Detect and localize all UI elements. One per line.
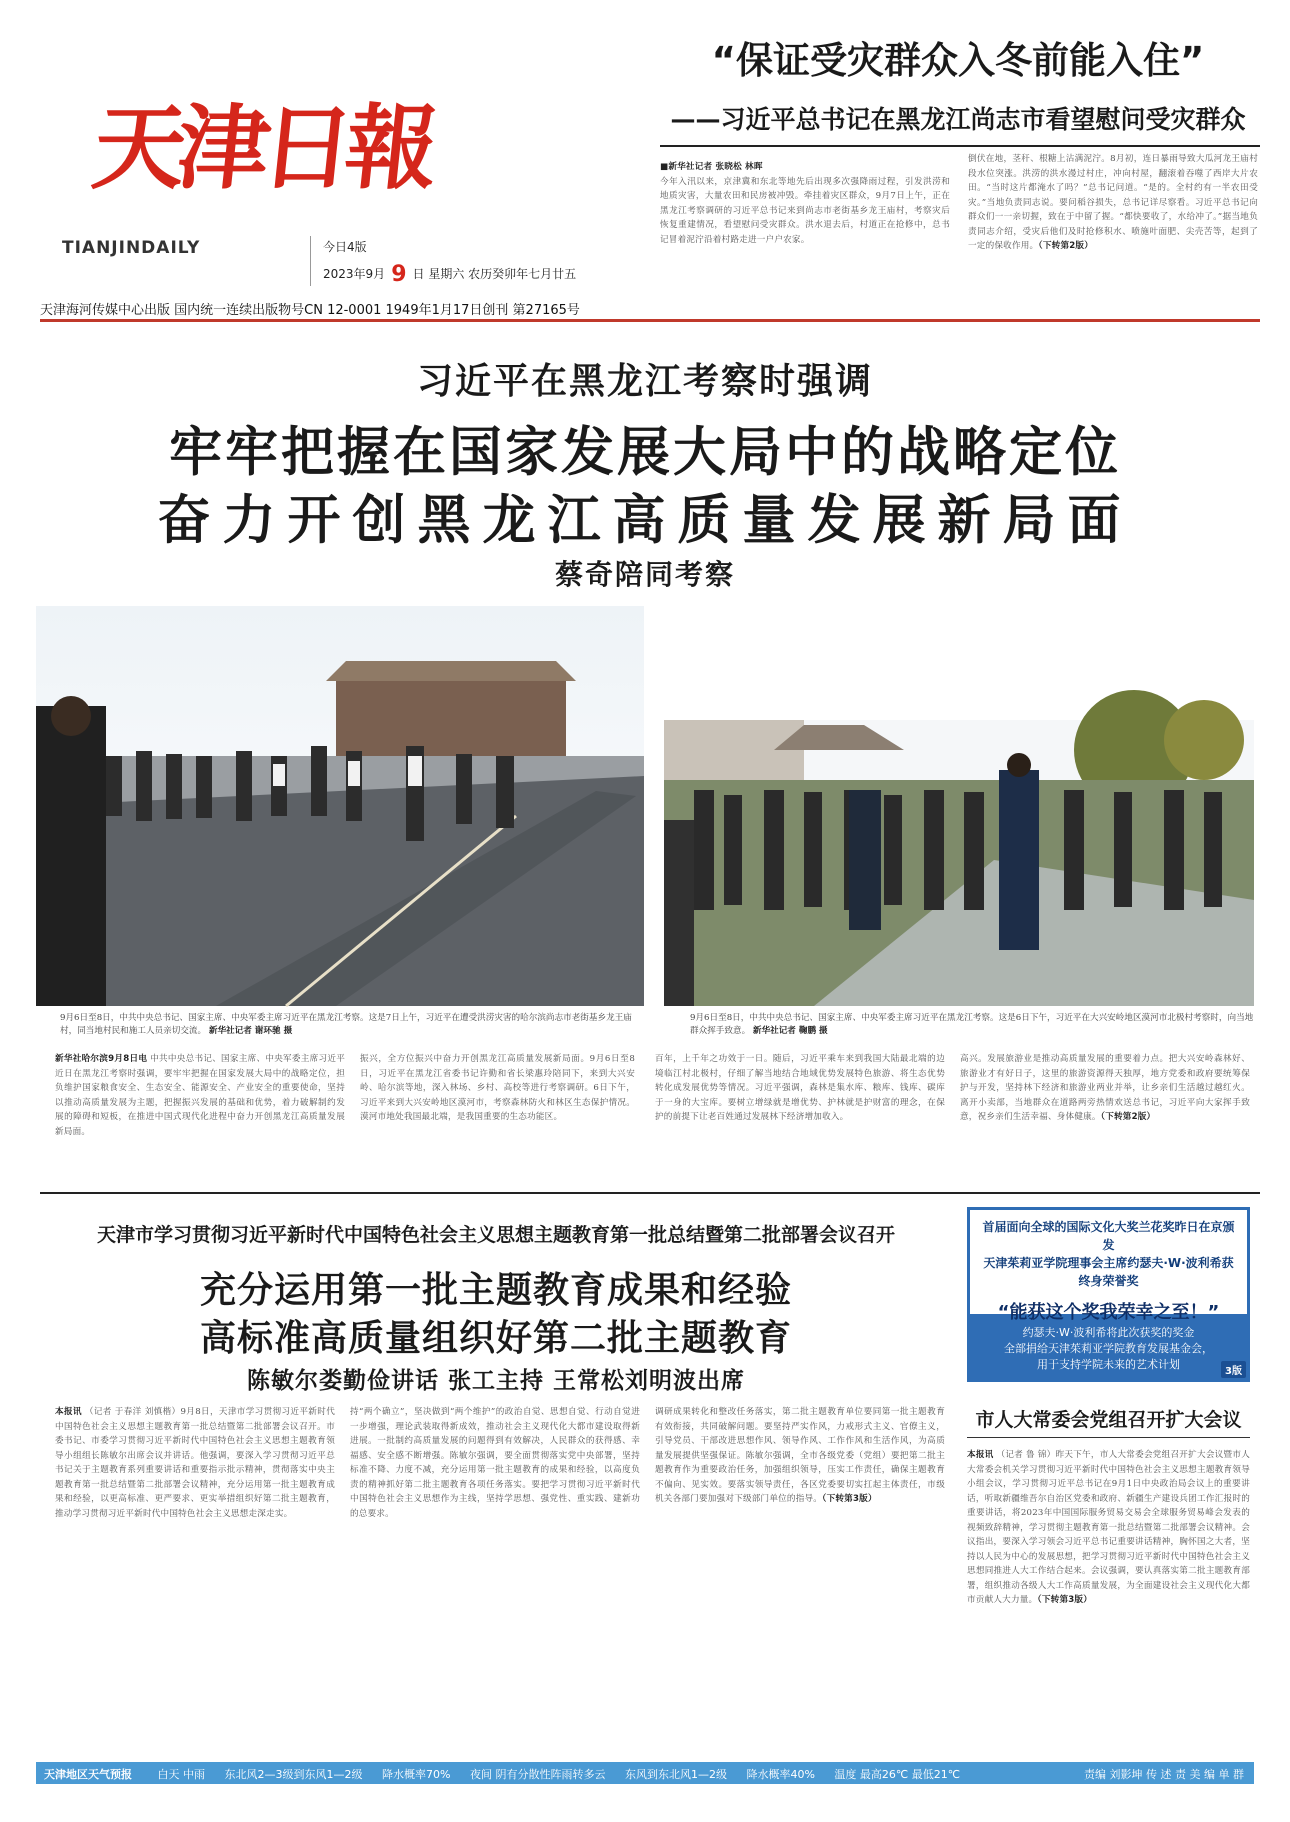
lead-photo-2 xyxy=(664,720,1254,1006)
top-story-subhead: ——习近平总书记在黑龙江尚志市看望慰问受灾群众 xyxy=(670,105,1246,134)
weather-day-precip: 降水概率70% xyxy=(382,1768,451,1781)
svg-text:天津日報: 天津日報 xyxy=(87,93,436,202)
weather-forecast-bar xyxy=(36,1762,1254,1784)
jump-link[interactable]: （下转第3版） xyxy=(1037,1595,1093,1605)
weather-day: 白天 中雨 xyxy=(157,1768,205,1781)
lead-photo-1 xyxy=(36,606,644,1006)
editor-credits: 责编 刘影坤 传 述 责 美 编 单 群 xyxy=(1084,1768,1244,1781)
photo-caption-2: 9月6日至8日，中共中央总书记、国家主席、中央军委主席习近平在黑龙江考察。这是6日下午，习近平在大兴安岭地区漠河市北极村考察时，向当地群众挥手致意。 新华社记者 鞠鹏 摄 xyxy=(690,1013,1254,1036)
lead-text-col-4: 高兴。发展旅游业是推动高质量发展的重要着力点。把大兴安岭森林好、旅游业才有好日子，这里的旅游资源得天独厚，地方党委和政府要统筹保护与开发，坚持林下经济和旅游业两业并举，让乡亲们生活越过越红火。离开小卖部，当地群众在道路两旁热情欢送总书记，习近平向大家挥手致意，祝乡亲们生活幸福、身体健康。（下转第2版） xyxy=(960,1054,1250,1122)
publication-info-bar: 天津海河传媒中心出版 国内统一连续出版物号CN 12-0001 1949年1月17日创刊 第27165号 xyxy=(40,296,1260,322)
award-teaser-header xyxy=(967,1207,1250,1323)
photo-credit-2: 新华社记者 鞠鹏 摄 xyxy=(752,1026,828,1036)
page-count: 今日4版 xyxy=(323,240,367,254)
second-story-kicker: 天津市学习贯彻习近平新时代中国特色社会主义思想主题教育第一批总结暨第二批部署会议召开 xyxy=(96,1224,895,1246)
second-story-headline-2: 高标准高质量组织好第二批主题教育 xyxy=(199,1318,792,1359)
lead-accompany-line: 蔡奇陪同考察 xyxy=(554,558,735,591)
weather-temperature: 温度 最高26℃ 最低21℃ xyxy=(834,1768,961,1781)
jump-link[interactable]: （下转第2版） xyxy=(1038,241,1094,251)
weather-title: 天津地区天气预报 xyxy=(44,1768,132,1781)
masthead-pinyin: TIANJINDAILY xyxy=(62,238,201,258)
photo-credit-1: 新华社记者 谢环驰 摄 xyxy=(208,1026,293,1036)
second-story-subhead: 陈敏尔娄勤俭讲话 张工主持 王常松刘明波出席 xyxy=(246,1367,745,1394)
npc-story-headline: 市人大常委会党组召开扩大会议 xyxy=(975,1409,1242,1431)
photo-caption-1: 9月6日至8日，中共中央总书记、国家主席、中央军委主席习近平在黑龙江考察。这是7日上午，习近平在遭受洪涝灾害的哈尔滨尚志市老街基乡龙王庙村，同当地村民和施工人员亲切交流。 新华社记者 谢环驰 摄 xyxy=(60,1013,632,1036)
award-line-1: 首届面向全球的国际文化大奖兰花奖昨日在京颁发 xyxy=(982,1220,1235,1252)
dateline: 新华社哈尔滨9月8日电 xyxy=(55,1054,148,1064)
lead-headline-2: 奋力开创黑龙江高质量发展新局面 xyxy=(157,490,1133,551)
top-story-text-right: 倒伏在地，茎秆、根糖上沾满泥泞。8月初，连日暴雨导致大瓜河龙王庙村段水位突涨。洪涝的洪水漫过村庄，冲向村屋，翻滚着吞噬了西岸大片农田。“当时这片都淹水了吗？”总书记问道。“是的。全村约有一半农田受灾。”当地负责同志说。要问稻谷损失，总书记详尽察看。习近平总书记向群众们一一亲切握，致在于中留了握。“都快要收了，水给冲了。”据当地负责同志介绍，受灾后他们及时抢修积水、喷施叶面肥、尖壳苦等，起到了一定的保收作用。（下转第2版） xyxy=(968,154,1258,251)
lead-text-col-2: 振兴，全方位振兴中奋力开创黑龙江高质量发展新局面。9月6日至8日，习近平在黑龙江省委书记许勤和省长梁惠玲陪同下，来到大兴安岭、哈尔滨等地，深入林场、乡村、高校等进行考察调研。6日下午，习近平来到大兴安岭地区漠河市，考察森林防火和林区生态保护情况。漠河市地处我国最北端，是我国重要的生态功能区。 xyxy=(360,1054,635,1122)
weather-night-wind: 东风到东北风1—2级 xyxy=(624,1768,727,1781)
npc-story-text: 本报讯 （记者 鲁 锦）昨天下午，市人大常委会党组召开扩大会议暨市人大常委会机关学习贯彻习近平新时代中国特色社会主义思想主题教育领导小组会议，学习贯彻习近平总书记在9月1日中央政治局会议上的重要讲话，听取新疆维吾尔自治区党委和政府、新疆生产建设兵团工作汇报时的重要讲话，将2023年中国国际服务贸易交易会全球服务贸易峰会发表的视频致辞精神，学习贯彻主题教育第一批总结暨第二批部署会议精神。会议指出，要深入学习领会习近平总书记重要讲话精神，胸怀国之大者，坚持以人民为中心的发展思想，把学习贯彻习近平新时代中国特色社会主义思想同推进人大工作结合起来。会议强调，要认真落实第二批主题教育部署，组织推动各级人大工作高质量发展，为全面建设社会主义现代化大都市贡献人大力量。（下转第3版） xyxy=(967,1450,1250,1605)
issue-day: 9 xyxy=(391,262,407,287)
masthead-calligraphy-logo xyxy=(87,40,436,210)
lead-text-col-3: 百年，上千年之功效于一日。随后，习近平乘车来到我国大陆最北端的边境临江村北极村，仔细了解当地结合地域优势发展特色旅游、将生态优势转化成发展优势等情况。习近平强调，森林是集水库、粮库、钱库、碳库于一身的大宝库。要树立增绿就是增优势、护林就是护财富的理念，在保护的前提下让老百姓通过发展林下经济增加收入。 xyxy=(655,1054,945,1122)
award-teaser-box[interactable] xyxy=(967,1207,1250,1382)
award-page-ref[interactable]: 3版 xyxy=(1221,1361,1246,1378)
award-note: 约瑟夫·W·波利希将此次获奖的奖金 全部捐给天津茱莉亚学院教育发展基金会， 用于支持学院未来的艺术计划 xyxy=(1004,1326,1213,1371)
award-line-2: 天津茱莉亚学院理事会主席约瑟夫·W·波利希获终身荣誉奖 xyxy=(983,1256,1234,1288)
issue-date: 2023年9月 9 日 星期六 农历癸卯年七月廿五 xyxy=(323,262,577,287)
weather-day-wind: 东北风2—3级到东风1—2级 xyxy=(224,1768,363,1781)
lead-kicker: 习近平在黑龙江考察时强调 xyxy=(416,361,873,402)
dateline: 本报讯 xyxy=(55,1407,82,1417)
top-story-text-left: ■新华社记者 张晓松 林晖 今年入汛以来，京津冀和东北等地先后出现多次强降雨过程，引发洪涝和地质灾害，大量农田和民房被冲毁。牵挂着灾区群众，9月7日上午，正在黑龙江考察调研的习近平总书记来到尚志市老街基乡龙王庙村，考察灾后恢复重建情况，看望慰问受灾群众。洪水退去后，村道正在抢修中，总书记冒着泥泞沿着村路走进一户户农家。 xyxy=(660,162,950,245)
second-story-col-3: 调研成果转化和整改任务落实，第二批主题教育单位要同第一批主题教育有效衔接，共同破解问题。要坚持严实作风，力戒形式主义、官僚主义，引导党员、干部改进思想作风、领导作风、工作作风和生活作风，为高质量发展提供坚强保证。陈敏尔强调，全市各级党委（党组）要把第二批主题教育作为重要政治任务，加强组织领导，压实工作责任，确保主题教育不偏向、见实效。要落实领导责任，各区党委要切实扛起主体责任，市级机关各部门要加强对下级部门单位的指导。（下转第3版） xyxy=(655,1407,945,1504)
lead-headline-1: 牢牢把握在国家发展大局中的战略定位 xyxy=(169,422,1121,483)
dateline: 本报讯 xyxy=(967,1450,994,1460)
weather-night-precip: 降水概率40% xyxy=(746,1768,815,1781)
lead-text-col-1: 新华社哈尔滨9月8日电 中共中央总书记、国家主席、中央军委主席习近平近日在黑龙江考察时强调，要牢牢把握在国家发展大局中的战略定位，担负维护国家粮食安全、生态安全、能源安全、产业安全的重要使命，坚持以推动高质量发展为主题，把握振兴发展的基础和优势，着力破解制约发展的障碍和短板，在推进中国式现代化进程中奋力开创黑龙江高质量发展新局面。 xyxy=(55,1054,345,1137)
jump-link[interactable]: （下转第2版） xyxy=(1100,1112,1156,1122)
second-story-headline-1: 充分运用第一批主题教育成果和经验 xyxy=(199,1270,792,1311)
top-story-byline: ■新华社记者 张晓松 林晖 xyxy=(660,162,763,172)
divider xyxy=(967,1437,1250,1438)
weather-night: 夜间 阴有分散性阵雨转多云 xyxy=(469,1768,606,1781)
top-story-headline: “保证受灾群众入冬前能入住” xyxy=(711,39,1205,82)
second-story-col-2: 持“两个确立”，坚决做到“两个维护”的政治自觉、思想自觉、行动自觉进一步增强，理论武装取得新成效，推动社会主义现代化大都市建设取得新进展。一批制约高质量发展的问题得到有效解决，人民群众的获得感、幸福感、安全感不断增强。陈敏尔强调，要全面贯彻落实党中央部署，坚持标准不降、力度不减，充分运用第一批主题教育的成果和经验，以高度负责的精神抓好第二批主题教育各项任务落实。要把学习贯彻习近平新时代中国特色社会主义思想作为主线，坚持学思想、强党性、重实践、建新功的总要求。 xyxy=(350,1407,640,1519)
divider xyxy=(40,1192,1260,1194)
second-story-col-1: 本报讯 （记者 于春洋 刘慎楷）9月8日，天津市学习贯彻习近平新时代中国特色社会主义思想主题教育第一批总结暨第二批部署会议召开。市委书记、市委学习贯彻习近平新时代中国特色社会主义思想主题教育领导小组组长陈敏尔出席会议并讲话。他强调，要深入学习贯彻习近平总书记关于主题教育系列重要讲话和重要指示批示精神，贯彻落实中央主题教育第一批总结暨第二批部署会议精神，充分运用第一批主题教育成果和经验，以更高标准、更严要求、更实举措组织好第二批主题教育，推动学习贯彻习近平新时代中国特色社会主义思想走深走实。 xyxy=(55,1407,335,1519)
issue-info xyxy=(310,236,640,286)
award-quote: “能获这个奖我荣幸之至！” xyxy=(997,1302,1220,1323)
divider xyxy=(660,145,1260,147)
jump-link[interactable]: （下转第3版） xyxy=(822,1494,877,1504)
